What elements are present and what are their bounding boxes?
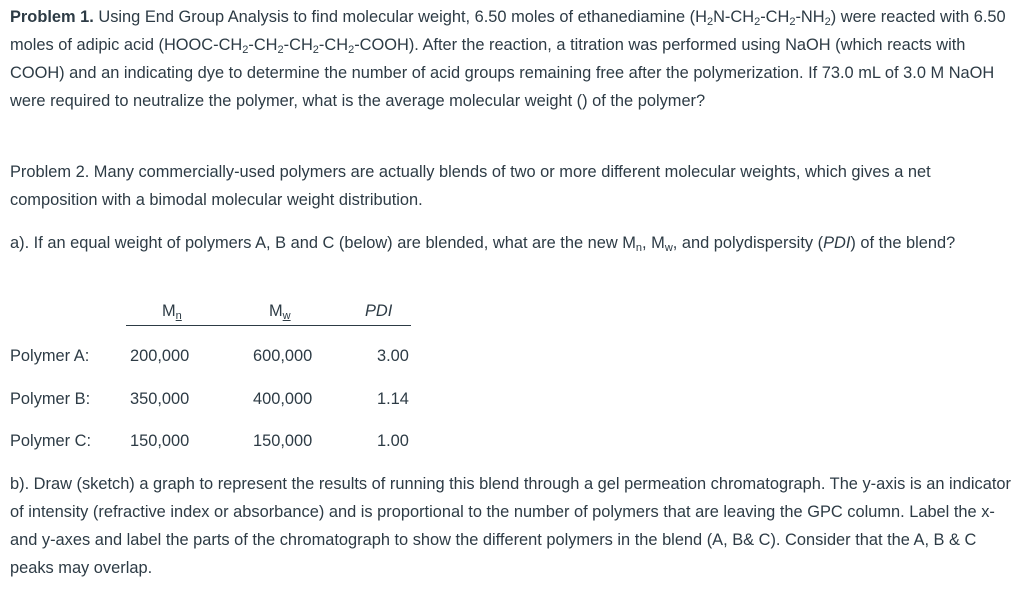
part-a-question: a). If an equal weight of polymers A, B and C (below) are blended, what are the new $M_n$, $M_w$, and polydispersity (PDI) of the blend? <box>10 234 956 254</box>
cell-mw: 600,000 <box>253 347 313 365</box>
header-pdi: PDI <box>365 302 393 320</box>
row-label: Polymer A: <box>10 347 90 365</box>
header-mn: $M_n$ <box>162 302 182 322</box>
header-mw: $M_w$ <box>269 302 291 322</box>
cell-mn: 350,000 <box>130 390 190 408</box>
problem-1-paragraph: Problem 1. Using End Group Analysis to find molecular weight, 6.50 moles of ethanediamine $(H_2N-CH_2-CH_2-NH_2)$ were reacted with 6.50 moles of adipic acid $(HOOC-CH_2-CH_2-CH_2-CH_2-COOH)$. After the reaction, a titration was performed using NaOH (which reacts with COOH) and an indicating dye to determine the number of acid groups remaining free after the polymerization. If 73.0 mL of 3.0 M NaOH were required to neutralize the polymer, what is the average molecular weight () of the polymer? <box>10 8 1006 110</box>
cell-mn: 150,000 <box>130 432 190 450</box>
cell-mw: 400,000 <box>253 390 313 408</box>
problem-1-label: Problem 1. <box>10 8 94 26</box>
cell-pdi: 1.00 <box>377 432 409 450</box>
part-b-question: b). Draw (sketch) a graph to represent the results of running this blend through a gel permeation chromatograph. The y-axis is an indicator of intensity (refractive index or absorbance) and is proportional to the number of polymers that are leaving the GPC column. Label the x-and y-axes and label the parts of the chromatograph to show the different polymers in the blend (A, B& C). Consider that the A, B & C peaks may overlap. <box>10 475 1011 577</box>
cell-pdi: 3.00 <box>377 347 409 365</box>
problem-2-paragraph: Problem 2. Many commercially-used polymers are actually blends of two or more different molecular weights, which gives a net composition with a bimodal molecular weight distribution. <box>10 163 931 209</box>
polymer-table-header <box>126 301 411 326</box>
cell-mw: 150,000 <box>253 432 313 450</box>
row-label: Polymer B: <box>10 390 91 408</box>
cell-pdi: 1.14 <box>377 390 409 408</box>
row-label: Polymer C: <box>10 432 92 450</box>
cell-mn: 200,000 <box>130 347 190 365</box>
